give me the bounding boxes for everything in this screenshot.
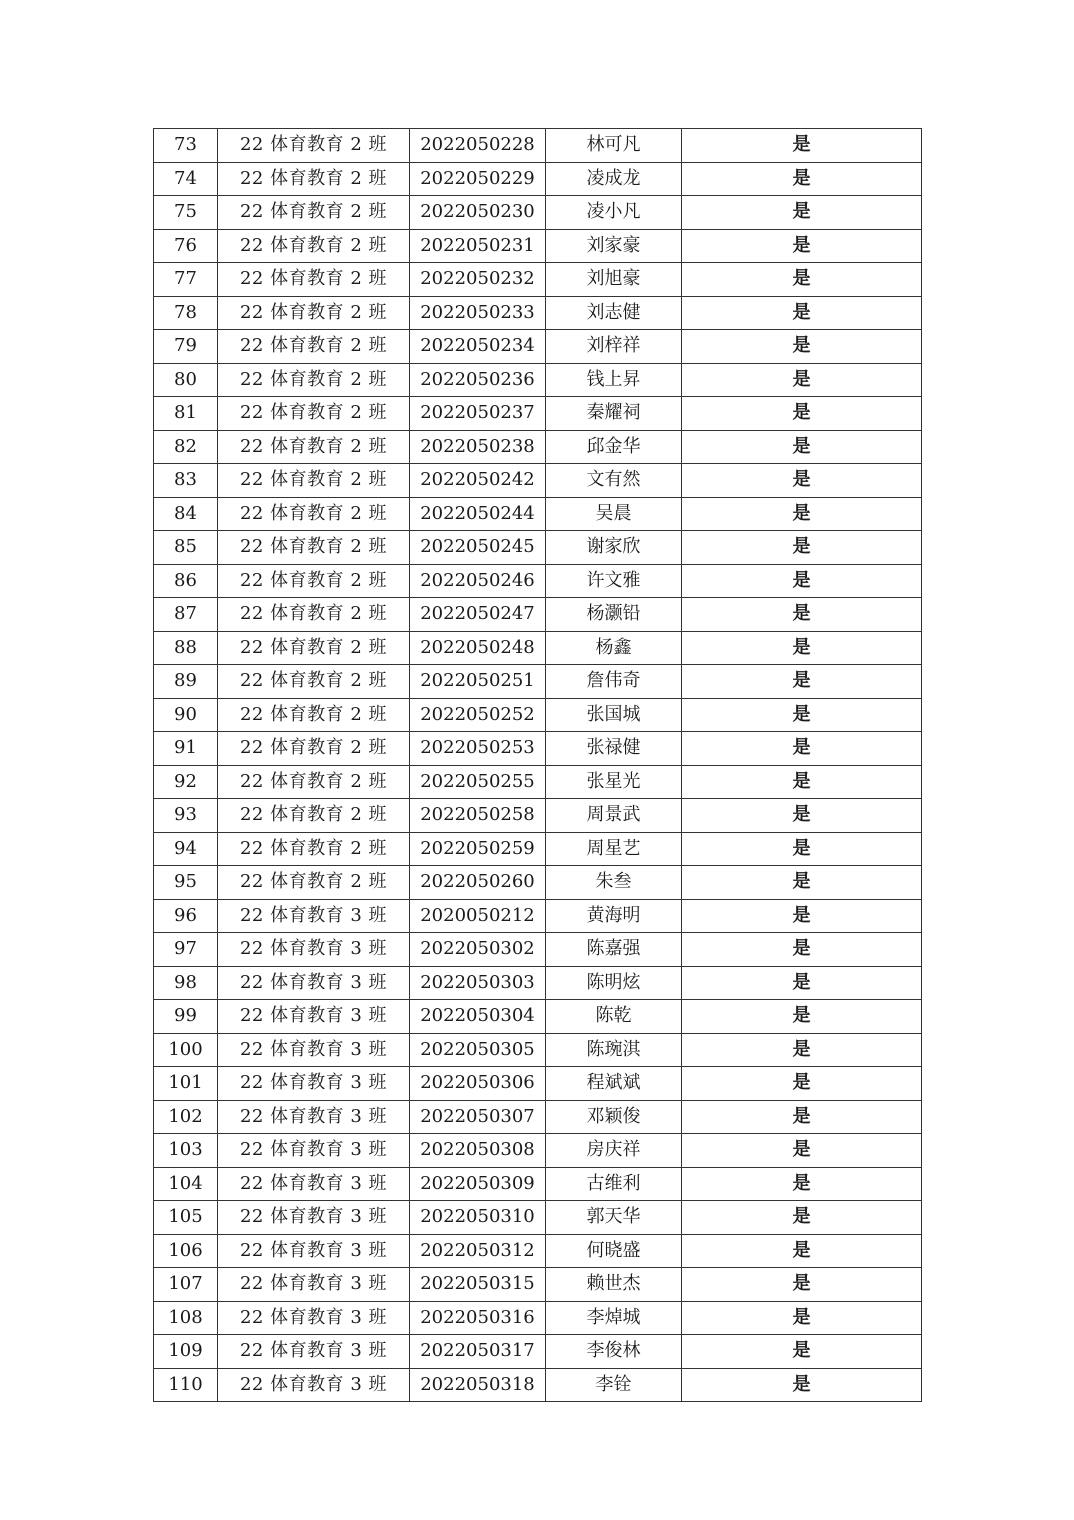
status-flag: 是 — [682, 430, 922, 464]
status-flag: 是 — [682, 363, 922, 397]
student-id: 2022050236 — [410, 363, 546, 397]
row-number: 80 — [154, 363, 218, 397]
table-row — [154, 765, 922, 799]
student-id: 2022050238 — [410, 430, 546, 464]
table-row — [154, 1268, 922, 1302]
class-name: 22 体育教育 3 班 — [218, 933, 410, 967]
student-name: 李俊林 — [546, 1335, 682, 1369]
student-id: 2022050308 — [410, 1134, 546, 1168]
student-name: 李铨 — [546, 1368, 682, 1402]
student-name: 许文雅 — [546, 564, 682, 598]
student-id: 2022050258 — [410, 799, 546, 833]
row-number: 93 — [154, 799, 218, 833]
class-name: 22 体育教育 2 班 — [218, 363, 410, 397]
table-row — [154, 363, 922, 397]
student-id: 2022050251 — [410, 665, 546, 699]
class-name: 22 体育教育 2 班 — [218, 531, 410, 565]
row-number: 79 — [154, 330, 218, 364]
table-row — [154, 1167, 922, 1201]
student-name: 周景武 — [546, 799, 682, 833]
table-row — [154, 263, 922, 297]
student-name: 陈乾 — [546, 1000, 682, 1034]
student-id: 2022050316 — [410, 1301, 546, 1335]
student-id: 2022050246 — [410, 564, 546, 598]
row-number: 94 — [154, 832, 218, 866]
student-id: 2022050305 — [410, 1033, 546, 1067]
row-number: 90 — [154, 698, 218, 732]
row-number: 77 — [154, 263, 218, 297]
status-flag: 是 — [682, 464, 922, 498]
student-id: 2022050233 — [410, 296, 546, 330]
student-id: 2022050248 — [410, 631, 546, 665]
student-id: 2022050253 — [410, 732, 546, 766]
student-name: 陈琬淇 — [546, 1033, 682, 1067]
student-id: 2022050237 — [410, 397, 546, 431]
student-name: 刘志健 — [546, 296, 682, 330]
status-flag: 是 — [682, 1000, 922, 1034]
row-number: 86 — [154, 564, 218, 598]
student-name: 邓颖俊 — [546, 1100, 682, 1134]
status-flag: 是 — [682, 899, 922, 933]
table-row — [154, 1301, 922, 1335]
row-number: 97 — [154, 933, 218, 967]
roster-body — [154, 129, 922, 1402]
table-row — [154, 229, 922, 263]
student-id: 2022050304 — [410, 1000, 546, 1034]
table-row — [154, 497, 922, 531]
student-name: 秦耀祠 — [546, 397, 682, 431]
student-name: 张禄健 — [546, 732, 682, 766]
student-id: 2022050312 — [410, 1234, 546, 1268]
student-name: 刘家豪 — [546, 229, 682, 263]
student-id: 2022050229 — [410, 162, 546, 196]
student-id: 2022050260 — [410, 866, 546, 900]
class-name: 22 体育教育 3 班 — [218, 1335, 410, 1369]
status-flag: 是 — [682, 966, 922, 1000]
row-number: 103 — [154, 1134, 218, 1168]
student-id: 2022050252 — [410, 698, 546, 732]
table-row — [154, 296, 922, 330]
class-name: 22 体育教育 2 班 — [218, 129, 410, 163]
row-number: 76 — [154, 229, 218, 263]
status-flag: 是 — [682, 631, 922, 665]
student-id: 2022050259 — [410, 832, 546, 866]
row-number: 84 — [154, 497, 218, 531]
class-name: 22 体育教育 2 班 — [218, 263, 410, 297]
student-id: 2022050306 — [410, 1067, 546, 1101]
status-flag: 是 — [682, 1100, 922, 1134]
row-number: 106 — [154, 1234, 218, 1268]
student-name: 赖世杰 — [546, 1268, 682, 1302]
table-row — [154, 1033, 922, 1067]
student-name: 刘旭豪 — [546, 263, 682, 297]
student-id: 2022050242 — [410, 464, 546, 498]
row-number: 100 — [154, 1033, 218, 1067]
row-number: 102 — [154, 1100, 218, 1134]
status-flag: 是 — [682, 732, 922, 766]
class-name: 22 体育教育 3 班 — [218, 1167, 410, 1201]
status-flag: 是 — [682, 598, 922, 632]
table-row — [154, 1234, 922, 1268]
student-id: 2022050307 — [410, 1100, 546, 1134]
status-flag: 是 — [682, 698, 922, 732]
table-row — [154, 564, 922, 598]
status-flag: 是 — [682, 1134, 922, 1168]
table-row — [154, 732, 922, 766]
status-flag: 是 — [682, 564, 922, 598]
table-row — [154, 464, 922, 498]
class-name: 22 体育教育 3 班 — [218, 1033, 410, 1067]
status-flag: 是 — [682, 229, 922, 263]
row-number: 75 — [154, 196, 218, 230]
class-name: 22 体育教育 3 班 — [218, 966, 410, 1000]
student-name: 李焯城 — [546, 1301, 682, 1335]
table-row — [154, 196, 922, 230]
student-name: 杨鑫 — [546, 631, 682, 665]
status-flag: 是 — [682, 497, 922, 531]
table-row — [154, 1201, 922, 1235]
student-id: 2022050309 — [410, 1167, 546, 1201]
student-name: 房庆祥 — [546, 1134, 682, 1168]
student-name: 凌小凡 — [546, 196, 682, 230]
class-name: 22 体育教育 2 班 — [218, 229, 410, 263]
class-name: 22 体育教育 2 班 — [218, 162, 410, 196]
status-flag: 是 — [682, 330, 922, 364]
class-name: 22 体育教育 2 班 — [218, 196, 410, 230]
table-row — [154, 129, 922, 163]
row-number: 89 — [154, 665, 218, 699]
table-row — [154, 1067, 922, 1101]
status-flag: 是 — [682, 1033, 922, 1067]
student-name: 谢家欣 — [546, 531, 682, 565]
class-name: 22 体育教育 2 班 — [218, 698, 410, 732]
row-number: 74 — [154, 162, 218, 196]
student-name: 陈明炫 — [546, 966, 682, 1000]
table-row — [154, 799, 922, 833]
row-number: 105 — [154, 1201, 218, 1235]
status-flag: 是 — [682, 162, 922, 196]
student-id: 2022050247 — [410, 598, 546, 632]
student-id: 2022050234 — [410, 330, 546, 364]
student-id: 2022050318 — [410, 1368, 546, 1402]
row-number: 101 — [154, 1067, 218, 1101]
table-row — [154, 162, 922, 196]
row-number: 96 — [154, 899, 218, 933]
row-number: 104 — [154, 1167, 218, 1201]
student-name: 周星艺 — [546, 832, 682, 866]
student-id: 2022050317 — [410, 1335, 546, 1369]
row-number: 99 — [154, 1000, 218, 1034]
table-row — [154, 531, 922, 565]
table-row — [154, 665, 922, 699]
class-name: 22 体育教育 3 班 — [218, 1368, 410, 1402]
student-name: 张国城 — [546, 698, 682, 732]
class-name: 22 体育教育 3 班 — [218, 899, 410, 933]
class-name: 22 体育教育 2 班 — [218, 296, 410, 330]
class-name: 22 体育教育 3 班 — [218, 1234, 410, 1268]
row-number: 87 — [154, 598, 218, 632]
table-row — [154, 1100, 922, 1134]
student-id: 2022050303 — [410, 966, 546, 1000]
table-row — [154, 1335, 922, 1369]
status-flag: 是 — [682, 1368, 922, 1402]
table-row — [154, 397, 922, 431]
class-name: 22 体育教育 2 班 — [218, 765, 410, 799]
student-name: 凌成龙 — [546, 162, 682, 196]
student-name: 古维利 — [546, 1167, 682, 1201]
status-flag: 是 — [682, 1234, 922, 1268]
table-row — [154, 698, 922, 732]
table-row — [154, 1134, 922, 1168]
row-number: 73 — [154, 129, 218, 163]
table-row — [154, 598, 922, 632]
student-id: 2020050212 — [410, 899, 546, 933]
student-id: 2022050315 — [410, 1268, 546, 1302]
table-row — [154, 330, 922, 364]
class-name: 22 体育教育 3 班 — [218, 1000, 410, 1034]
table-row — [154, 866, 922, 900]
class-name: 22 体育教育 2 班 — [218, 497, 410, 531]
status-flag: 是 — [682, 1067, 922, 1101]
row-number: 92 — [154, 765, 218, 799]
class-name: 22 体育教育 3 班 — [218, 1100, 410, 1134]
status-flag: 是 — [682, 531, 922, 565]
student-name: 何晓盛 — [546, 1234, 682, 1268]
student-name: 吴晨 — [546, 497, 682, 531]
row-number: 91 — [154, 732, 218, 766]
row-number: 95 — [154, 866, 218, 900]
table-row — [154, 1368, 922, 1402]
row-number: 88 — [154, 631, 218, 665]
row-number: 98 — [154, 966, 218, 1000]
table-row — [154, 899, 922, 933]
status-flag: 是 — [682, 1335, 922, 1369]
student-name: 张星光 — [546, 765, 682, 799]
class-name: 22 体育教育 2 班 — [218, 631, 410, 665]
student-id: 2022050245 — [410, 531, 546, 565]
class-name: 22 体育教育 2 班 — [218, 665, 410, 699]
status-flag: 是 — [682, 832, 922, 866]
status-flag: 是 — [682, 129, 922, 163]
table-row — [154, 832, 922, 866]
status-flag: 是 — [682, 1167, 922, 1201]
student-id: 2022050231 — [410, 229, 546, 263]
student-name: 黄海明 — [546, 899, 682, 933]
class-name: 22 体育教育 2 班 — [218, 564, 410, 598]
class-name: 22 体育教育 2 班 — [218, 598, 410, 632]
table-row — [154, 430, 922, 464]
class-name: 22 体育教育 2 班 — [218, 397, 410, 431]
status-flag: 是 — [682, 263, 922, 297]
class-name: 22 体育教育 3 班 — [218, 1067, 410, 1101]
status-flag: 是 — [682, 296, 922, 330]
status-flag: 是 — [682, 765, 922, 799]
row-number: 110 — [154, 1368, 218, 1402]
row-number: 109 — [154, 1335, 218, 1369]
class-name: 22 体育教育 2 班 — [218, 464, 410, 498]
status-flag: 是 — [682, 866, 922, 900]
student-roster-table — [153, 128, 922, 1402]
status-flag: 是 — [682, 665, 922, 699]
class-name: 22 体育教育 2 班 — [218, 799, 410, 833]
student-id: 2022050310 — [410, 1201, 546, 1235]
student-name: 刘梓祥 — [546, 330, 682, 364]
student-id: 2022050255 — [410, 765, 546, 799]
class-name: 22 体育教育 2 班 — [218, 430, 410, 464]
class-name: 22 体育教育 2 班 — [218, 832, 410, 866]
class-name: 22 体育教育 3 班 — [218, 1268, 410, 1302]
student-name: 郭天华 — [546, 1201, 682, 1235]
row-number: 82 — [154, 430, 218, 464]
row-number: 108 — [154, 1301, 218, 1335]
student-id: 2022050228 — [410, 129, 546, 163]
student-id: 2022050244 — [410, 497, 546, 531]
row-number: 81 — [154, 397, 218, 431]
status-flag: 是 — [682, 1201, 922, 1235]
status-flag: 是 — [682, 799, 922, 833]
table-row — [154, 1000, 922, 1034]
student-id: 2022050302 — [410, 933, 546, 967]
class-name: 22 体育教育 2 班 — [218, 866, 410, 900]
status-flag: 是 — [682, 933, 922, 967]
status-flag: 是 — [682, 1301, 922, 1335]
student-name: 陈嘉强 — [546, 933, 682, 967]
status-flag: 是 — [682, 1268, 922, 1302]
student-name: 朱叁 — [546, 866, 682, 900]
table-row — [154, 631, 922, 665]
status-flag: 是 — [682, 397, 922, 431]
student-name: 钱上昇 — [546, 363, 682, 397]
student-name: 詹伟奇 — [546, 665, 682, 699]
table-row — [154, 966, 922, 1000]
student-name: 文有然 — [546, 464, 682, 498]
student-name: 林可凡 — [546, 129, 682, 163]
student-id: 2022050230 — [410, 196, 546, 230]
class-name: 22 体育教育 3 班 — [218, 1201, 410, 1235]
row-number: 78 — [154, 296, 218, 330]
student-name: 程斌斌 — [546, 1067, 682, 1101]
class-name: 22 体育教育 2 班 — [218, 330, 410, 364]
class-name: 22 体育教育 3 班 — [218, 1134, 410, 1168]
status-flag: 是 — [682, 196, 922, 230]
row-number: 83 — [154, 464, 218, 498]
class-name: 22 体育教育 2 班 — [218, 732, 410, 766]
table-row — [154, 933, 922, 967]
student-name: 邱金华 — [546, 430, 682, 464]
row-number: 85 — [154, 531, 218, 565]
row-number: 107 — [154, 1268, 218, 1302]
student-name: 杨灏铅 — [546, 598, 682, 632]
student-id: 2022050232 — [410, 263, 546, 297]
class-name: 22 体育教育 3 班 — [218, 1301, 410, 1335]
